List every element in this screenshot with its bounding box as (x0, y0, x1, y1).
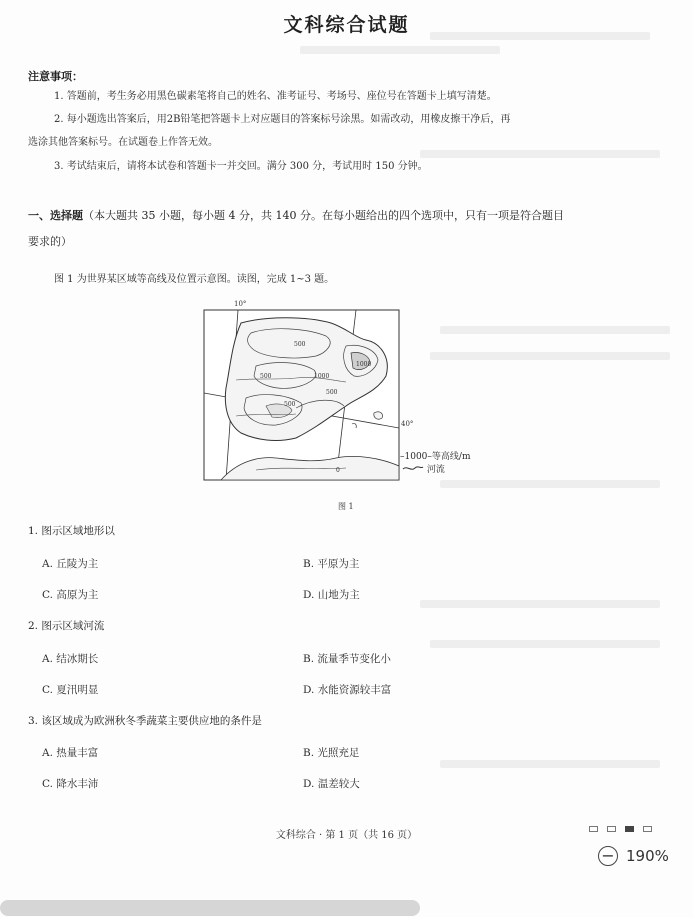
section-desc: （本大题共 35 小题，每小题 4 分，共 140 分。在每小题给出的四个选项中，只有一项是符合题目 (83, 209, 564, 222)
answer-option: A. 热量丰富 (42, 747, 99, 759)
island (374, 412, 383, 419)
bleed-through (300, 46, 500, 54)
section-heading: 一、选择题 (28, 209, 83, 222)
answer-option: A. 结冰期长 (42, 653, 99, 665)
contour-label: 500 (260, 373, 272, 380)
section-desc-cont: 要求的） (28, 235, 72, 248)
question-stem: 3. 该区域成为欧洲秋冬季蔬菜主要供应地的条件是 (28, 715, 262, 727)
zoom-out-button[interactable]: − (598, 846, 618, 866)
zoom-level: 190% (626, 847, 669, 865)
view-mode-button[interactable] (643, 826, 652, 832)
answer-option: C. 高原为主 (42, 589, 99, 601)
note-line: 选涂其他答案标号。在试题卷上作答无效。 (28, 137, 218, 148)
legend-contour-dash: – (400, 452, 405, 462)
note-line: 1. 答题前，考生务必用黑色碳素笔将自己的姓名、准考证号、考场号、座位号在答题卡上填写清楚。 (54, 91, 497, 102)
answer-option: D. 山地为主 (303, 589, 360, 601)
contour-label: 500 (326, 389, 338, 396)
view-mode-switcher (589, 826, 652, 832)
legend-contour-value: 1000 (404, 452, 428, 462)
contour-label: 1000 (356, 361, 372, 368)
contour-label: 500 (284, 401, 296, 408)
legend-river (402, 463, 445, 477)
answer-option: D. 温差较大 (303, 778, 360, 790)
bleed-through (420, 600, 660, 608)
view-mode-button[interactable] (589, 826, 598, 832)
contour-map (196, 298, 418, 494)
question-stem: 1. 图示区域地形以 (28, 525, 115, 537)
answer-option: C. 夏汛明显 (42, 684, 99, 696)
view-mode-button[interactable] (607, 826, 616, 832)
view-mode-button-active[interactable] (625, 826, 634, 832)
notes-heading: 注意事项： (28, 70, 83, 83)
zoom-control (598, 846, 669, 866)
note-line: 3. 考试结束后，请将本试卷和答题卡一并交回。满分 300 分，考试用时 150 分钟。 (54, 161, 428, 172)
bleed-through (440, 760, 660, 768)
question-stem: 2. 图示区域河流 (28, 620, 105, 632)
legend-contour-text: 等高线/m (431, 452, 471, 462)
contour-label: 1000 (314, 373, 330, 380)
river-symbol-icon (402, 464, 424, 472)
page-footer: 文科综合 · 第 1 页（共 16 页） (275, 830, 418, 841)
latitude-label: 40° (401, 420, 414, 428)
page-title: 文科综合试题 (283, 14, 410, 36)
answer-option: B. 流量季节变化小 (303, 653, 391, 665)
answer-option: B. 平原为主 (303, 558, 360, 570)
figure-intro: 图 1 为世界某区域等高线及位置示意图。读图，完成 1~3 题。 (54, 274, 335, 285)
legend-river-text: 河流 (426, 465, 445, 475)
answer-option: C. 降水丰沛 (42, 778, 99, 790)
answer-option: A. 丘陵为主 (42, 558, 99, 570)
bleed-through (430, 640, 660, 648)
legend-contour (400, 450, 470, 464)
bleed-through (420, 150, 660, 158)
section-header (28, 207, 564, 223)
contour-label: 500 (294, 341, 306, 348)
contour-label: 0 (336, 467, 340, 474)
figure-caption: 图 1 (338, 502, 354, 511)
answer-option: B. 光照充足 (303, 747, 360, 759)
note-line: 2. 每小题选出答案后，用2B铅笔把答题卡上对应题目的答案标号涂黑。如需改动，用橡皮擦干净后，再 (54, 114, 511, 125)
bleed-through (430, 352, 670, 360)
bleed-through (440, 480, 660, 488)
answer-option: D. 水能资源较丰富 (303, 684, 392, 696)
horizontal-scrollbar[interactable] (0, 900, 420, 916)
legend-contour-dash: – (427, 452, 432, 462)
bleed-through (440, 326, 670, 334)
longitude-label: 10° (234, 300, 247, 308)
